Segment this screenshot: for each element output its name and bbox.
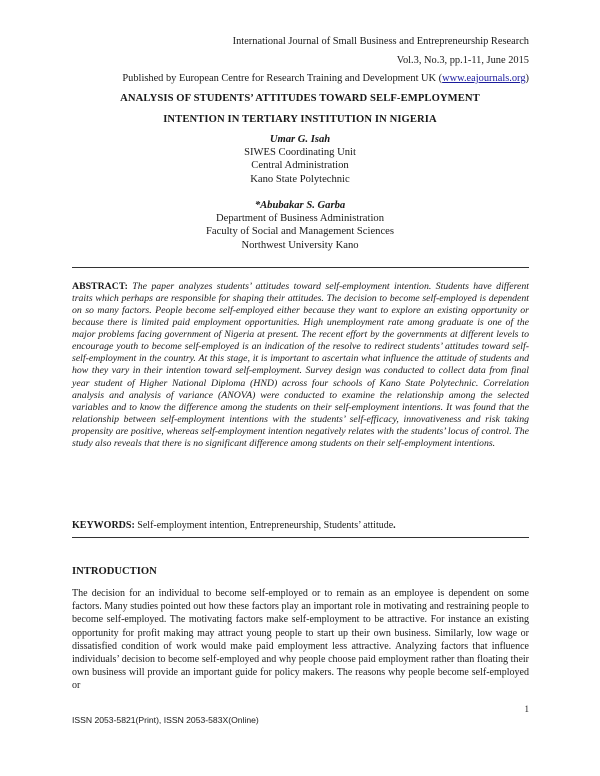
publisher-link[interactable]: www.eajournals.org — [442, 73, 526, 84]
abstract-text: The paper analyzes students’ attitudes toward self-employment intention. Students have different traits which perhaps are responsible for shaping their attitudes. The decision to become self-employed is dependent on so many factors. People become self-employed either because they want to explore an existing opportunity or because there is limited paid employment opportunities. High unemployment rate among graduate is one of the major problems facing government of Nigeria at present. The recent effort by the governments at different levels to encourage youth to become self-employed is an indication of the resolve to redirect students’ attitudes toward self-self-employment in the country. At this stage, it is important to ascertain what influence the attitude of students and how they vary in their intention toward self-employment. Survey design was conducted to collect data from final year student of Higher National Diploma (HND) across four schools of Kano State Polytechnic. Correlation analysis and analysis of variance (ANOVA) were conducted to examine the relationship among the selected variables and to know the difference among the students on their self-employment intentions. It was found that the relationship between self-employment intentions with the students’ self-efficacy, innovativeness and risk taking propensity are positive, whereas self-employment intention negatively relates with the students’ locus of control. The study also reveals that there is no significant difference among students on their self-employment intentions. — [72, 281, 530, 449]
author-affiliation: Kano State Polytechnic — [250, 173, 350, 185]
author-affiliation: Northwest University Kano — [241, 239, 359, 251]
author-affiliation: SIWES Coordinating Unit — [244, 147, 356, 159]
keywords-label: KEYWORDS: — [72, 520, 135, 531]
abstract — [72, 281, 529, 450]
author-affiliation: Department of Business Administration — [215, 213, 384, 225]
keywords-text: Self-employment intention, Entrepreneurship, Students’ attitude — [134, 520, 394, 531]
author-block-2 — [60, 199, 540, 252]
publisher-line — [122, 73, 529, 84]
keywords — [72, 520, 529, 531]
divider-bottom — [72, 537, 529, 538]
author-name: *Abubakar S. Garba — [254, 200, 346, 211]
publisher-close: ) — [525, 73, 529, 84]
abstract-label: ABSTRACT: — [72, 281, 128, 292]
paper-title-line-1: ANALYSIS OF STUDENTS’ ATTITUDES TOWARD SELF-EMPLOYMENT — [120, 93, 480, 104]
author-block-1 — [60, 133, 540, 186]
issn-footer: ISSN 2053-5821(Print), ISSN 2053-583X(Online) — [72, 715, 259, 725]
page-number: 1 — [524, 704, 529, 714]
introduction-text: The decision for an individual to become self-employed or to remain as an employee is dependent on some factors. Many studies pointed out how these factors play an important role in motivating and restraining people to become self-employed. The motivating factors make self-employment to be attractive. For instance an existing opportunity for profit making may attract young people to start up their own business. Similarly, low wage or dissatisfied condition of work would make paid employment less attractive. Analyzing factors that influence individuals’ decision to become self-employed and why people choose paid employment rather than floating their own business will provide an important guide for policy makers. The reasons why people become self-employed or — [72, 588, 529, 692]
journal-name: International Journal of Small Business and Entrepreneurship Research — [232, 36, 529, 47]
introduction-heading: INTRODUCTION — [72, 566, 157, 577]
volume-info: Vol.3, No.3, pp.1-11, June 2015 — [396, 55, 529, 66]
keywords-end: . — [393, 520, 396, 531]
paper-title-line-2: INTENTION IN TERTIARY INSTITUTION IN NIGERIA — [163, 114, 437, 125]
author-name: Umar G. Isah — [269, 134, 331, 145]
author-affiliation: Faculty of Social and Management Sciences — [206, 226, 394, 238]
author-affiliation: Central Administration — [251, 160, 349, 172]
divider-top — [72, 267, 529, 268]
publisher-text: Published by European Centre for Research Training and Development UK ( — [122, 73, 443, 84]
